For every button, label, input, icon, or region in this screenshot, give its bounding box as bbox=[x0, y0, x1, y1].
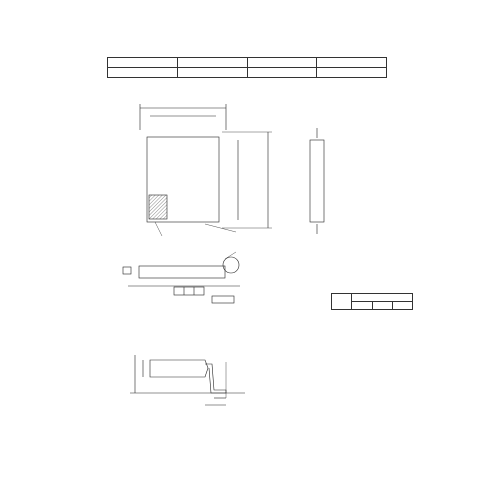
front-body bbox=[139, 266, 225, 278]
detail-f-circle bbox=[223, 257, 239, 273]
side-body bbox=[310, 140, 324, 222]
flatness-frame bbox=[212, 296, 234, 303]
col-max bbox=[392, 302, 412, 310]
detail-body bbox=[150, 360, 208, 377]
dimensions-table bbox=[331, 293, 413, 310]
front-view bbox=[123, 252, 240, 303]
leader-index bbox=[155, 222, 162, 236]
ref-symbol-header bbox=[332, 294, 352, 310]
index-area-hatch bbox=[149, 195, 167, 219]
side-view-right bbox=[310, 128, 324, 234]
col-nom bbox=[372, 302, 392, 310]
datum-s-box bbox=[123, 267, 131, 274]
col-min bbox=[352, 302, 372, 310]
tolerance-frame bbox=[174, 287, 204, 295]
detail-f bbox=[130, 355, 245, 405]
dimensions-group-header bbox=[352, 294, 413, 302]
top-view bbox=[140, 104, 272, 236]
